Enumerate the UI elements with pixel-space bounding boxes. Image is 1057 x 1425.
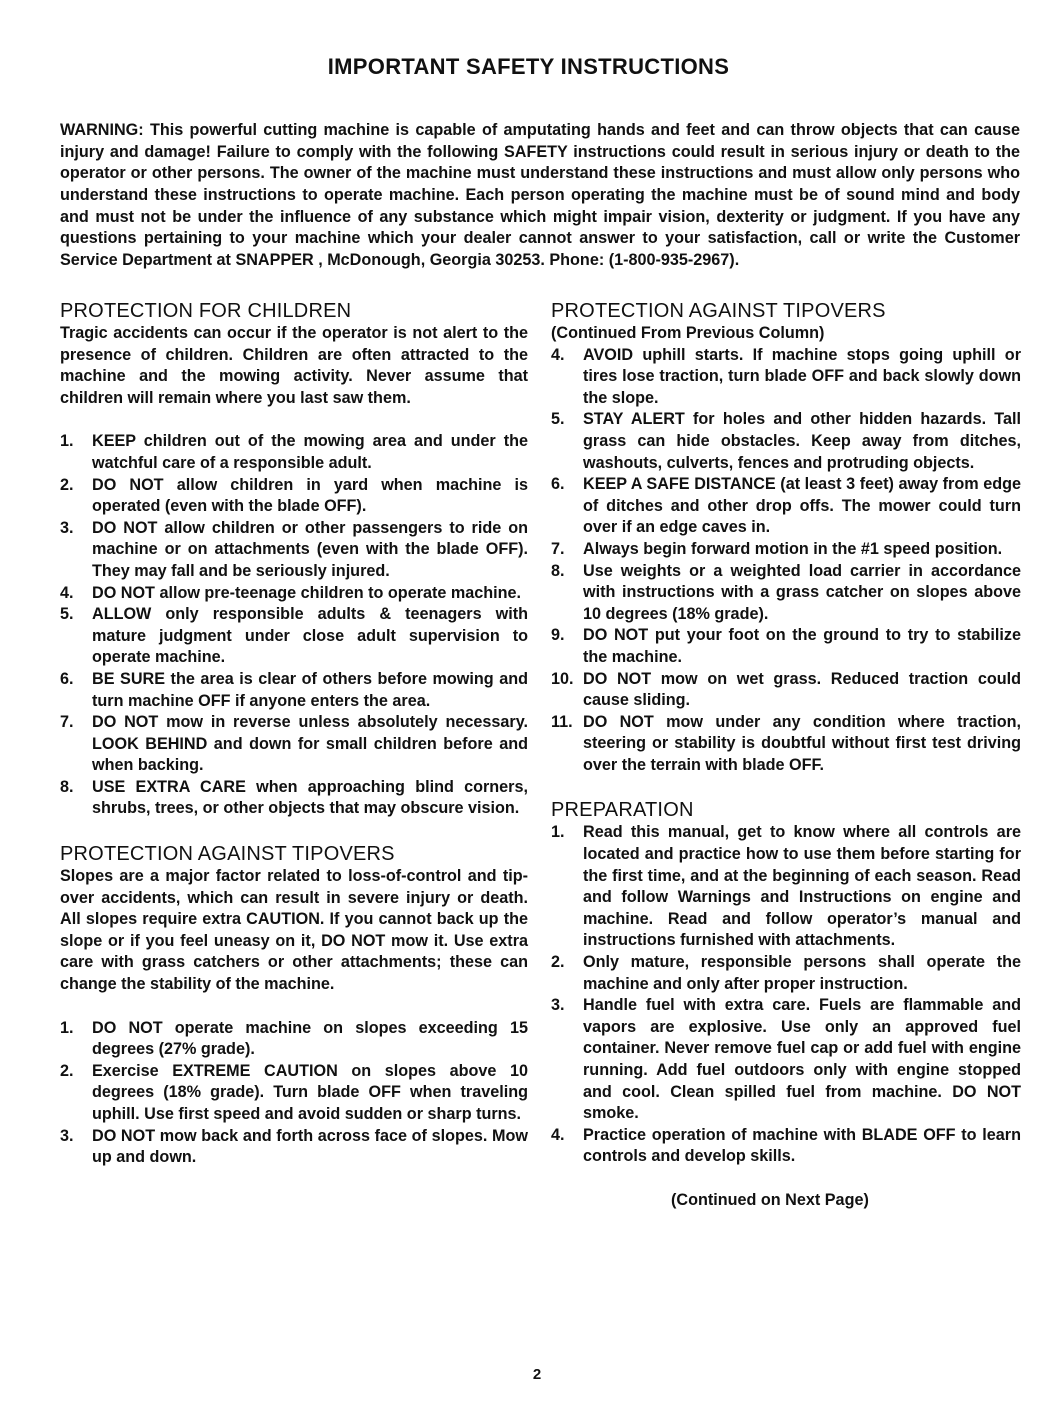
list-item [60, 712, 528, 777]
item-text: Use weights or a weighted load carrier in accordance with instructions with a grass catcher on slopes above 10 degrees (18% grade). [583, 561, 1021, 623]
list-item [60, 1126, 528, 1169]
item-number: 11. [551, 712, 573, 731]
list-item [60, 777, 528, 820]
item-text: BE SURE the area is clear of others before mowing and turn machine OFF if anyone enters the area. [92, 669, 528, 710]
item-text: USE EXTRA CARE when approaching blind corners, shrubs, trees, or other objects that may obscure vision. [92, 777, 528, 818]
tipovers-heading: PROTECTION AGAINST TIPOVERS [60, 843, 395, 866]
item-text: DO NOT put your foot on the ground to try to stabilize the machine. [583, 626, 1021, 666]
item-number: 6. [60, 669, 74, 688]
item-number: 3. [60, 1126, 74, 1145]
item-number: 3. [551, 996, 565, 1015]
list-item [551, 625, 1021, 668]
item-text: DO NOT mow under any condition where traction, steering or stability is doubtful without first test driving over the terrain with blade OFF. [583, 712, 1021, 774]
item-number: 2. [551, 953, 565, 972]
list-item [551, 474, 1021, 539]
list-item [60, 518, 528, 583]
list-item [551, 995, 1021, 1125]
list-item [60, 431, 528, 474]
item-number: 1. [60, 1018, 74, 1037]
item-text: Read this manual, get to know where all controls are located and practice how to use them before starting for the first time, and at the beginning of each season. Read and follow Warnings and Instructions on engine and machine. Read and follow operator’s manual and instructions furnished with attachments. [583, 823, 1021, 950]
item-number: 3. [60, 518, 74, 537]
item-number: 9. [551, 626, 565, 645]
item-number: 7. [60, 713, 74, 732]
list-item [551, 822, 1021, 952]
left-column [60, 299, 528, 1169]
children-intro: Tragic accidents can occur if the operator is not alert to the presence of children. Children are often attracted to the machine and the mowing activity. Never assume that children will remain where you last saw them. [60, 324, 528, 407]
item-text: STAY ALERT for holes and other hidden hazards. Tall grass can hide obstacles. Keep away from ditches, washouts, culverts, fences and protruding objects. [583, 410, 1021, 472]
item-text: DO NOT operate machine on slopes exceeding 15 degrees (27% grade). [92, 1018, 528, 1059]
page-title: IMPORTANT SAFETY INSTRUCTIONS [327, 54, 730, 79]
warning-paragraph: WARNING: This powerful cutting machine is capable of amputating hands and feet and can throw objects that can cause injury and damage! Failure to comply with the following SAFETY instructions could result in serious injury or death to the operator or other persons. The owner of the machine must understand these instructions and must allow only persons who understand these instructions to operate machine. Each person operating the machine must be of sound mind and body and must not be under the influence of any substance which might impair vision, dexterity or judgment. If you have any questions pertaining to your machine which your dealer cannot answer to your satisfaction, call or write the Customer Service Department at SNAPPER , McDonough, Georgia 30253. Phone: (1-800-935-2967). [60, 121, 1020, 269]
item-text: DO NOT mow in reverse unless absolutely necessary. LOOK BEHIND and down for small children before and when backing. [92, 713, 528, 775]
item-text: Practice operation of machine with BLADE OFF to learn controls and develop skills. [583, 1125, 1021, 1166]
list-item [60, 1061, 528, 1126]
list-item [60, 475, 528, 518]
item-number: 4. [551, 1125, 565, 1144]
list-item [551, 539, 1021, 561]
item-number: 4. [551, 345, 565, 364]
item-text: Exercise EXTREME CAUTION on slopes above 10 degrees (18% grade). Turn blade OFF when traveling uphill. Use first speed and avoid sudden or sharp turns. [92, 1061, 528, 1123]
list-item [551, 669, 1021, 712]
list-item [551, 952, 1021, 995]
list-item [551, 345, 1021, 410]
item-text: KEEP A SAFE DISTANCE (at least 3 feet) away from edge of ditches and other drop offs. The mower could turn over if an edge caves in. [583, 475, 1021, 537]
list-item [551, 409, 1021, 474]
list-item [551, 1125, 1021, 1168]
item-text: Always begin forward motion in the #1 speed position. [583, 539, 1003, 558]
tipovers-cont-heading: PROTECTION AGAINST TIPOVERS [551, 300, 886, 322]
item-number: 1. [60, 432, 74, 451]
item-text: DO NOT allow pre-teenage children to operate machine. [92, 583, 522, 602]
tipovers-cont-list [551, 345, 1021, 777]
item-number: 1. [551, 823, 565, 842]
list-item [60, 669, 528, 712]
continued-next-page-note: (Continued on Next Page) [671, 1190, 869, 1209]
item-text: DO NOT allow children in yard when machine is operated (even with the blade OFF). [92, 475, 528, 516]
item-number: 6. [551, 475, 565, 494]
item-number: 5. [551, 410, 565, 429]
item-text: AVOID uphill starts. If machine stops going uphill or tires lose traction, turn blade OFF and back slowly down the slope. [583, 345, 1021, 407]
children-heading: PROTECTION FOR CHILDREN [60, 300, 352, 322]
item-text: ALLOW only responsible adults & teenagers with mature judgment under close adult supervision to operate machine. [92, 605, 528, 667]
preparation-heading: PREPARATION [551, 799, 694, 822]
item-number: 5. [60, 605, 74, 624]
item-text: Only mature, responsible persons shall operate the machine and only after proper instruction. [583, 953, 1021, 993]
item-text: DO NOT mow back and forth across face of slopes. Mow up and down. [92, 1126, 528, 1167]
item-number: 8. [551, 561, 565, 580]
list-item [60, 1018, 528, 1061]
preparation-list [551, 822, 1021, 1168]
tipovers-intro: Slopes are a major factor related to loss-of-control and tip-over accidents, which can result in severe injury or death. All slopes require extra CAUTION. If you cannot back up the slope or if you feel uneasy on it, DO NOT mow it. Use extra care with grass catchers or other attachments; these can change the stability of the machine. [60, 867, 528, 994]
list-item [60, 604, 528, 669]
children-list [60, 431, 528, 820]
item-text: DO NOT allow children or other passengers to ride on machine or on attachments (even with the blade OFF). They may fall and be seriously injured. [92, 518, 528, 580]
item-number: 2. [60, 1061, 74, 1080]
item-number: 4. [60, 583, 74, 602]
continued-from-note: (Continued From Previous Column) [551, 324, 825, 342]
list-item [551, 561, 1021, 626]
right-column [551, 299, 1021, 1212]
list-item [60, 583, 528, 605]
page-number: 2 [532, 1366, 542, 1383]
item-number: 10. [551, 669, 574, 688]
item-number: 2. [60, 475, 74, 494]
item-text: DO NOT mow on wet grass. Reduced traction could cause sliding. [583, 669, 1021, 710]
tipovers-list [60, 1018, 528, 1169]
item-text: KEEP children out of the mowing area and under the watchful care of a responsible adult. [92, 432, 528, 472]
item-text: Handle fuel with extra care. Fuels are flammable and vapors are explosive. Use only an approved fuel container. Never remove fuel cap or add fuel with engine running. Add fuel outdoors only with engine stopped and cool. Clean spilled fuel from machine. DO NOT smoke. [583, 996, 1021, 1123]
item-number: 8. [60, 777, 74, 796]
item-number: 7. [551, 539, 565, 558]
list-item [551, 712, 1021, 777]
